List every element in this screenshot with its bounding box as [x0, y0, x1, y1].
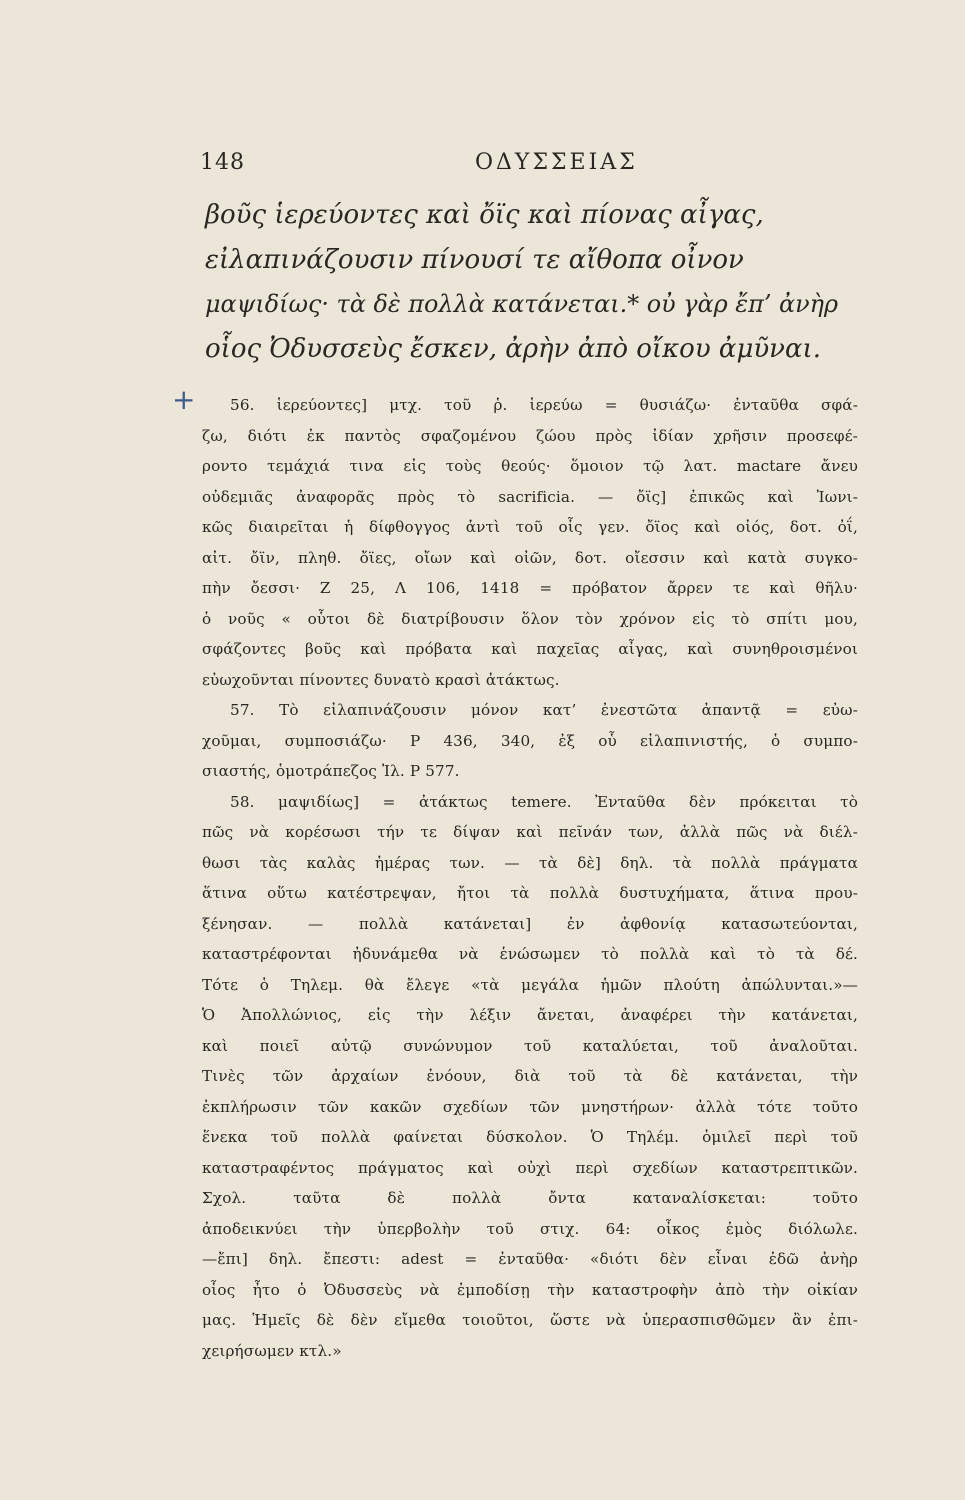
commentary-line: μας. Ἡμεῖς δὲ δὲν εἴμεθα τοιοῦτοι, ὥστε νὰ ὑπερασπισθῶμεν ἂν ἐπι- — [202, 1311, 858, 1329]
commentary-line: ροντο τεμάχιά τινα εἰς τοὺς θεούς· ὅμοιον τῷ λατ. mactare ἄνευ — [202, 457, 858, 475]
commentary-line: ἐκπλήρωσιν τῶν κακῶν σχεδίων τῶν μνηστήρων· ἀλλὰ τότε τοῦτο — [202, 1097, 858, 1116]
commentary-line: κῶς διαιρεῖται ἡ δίφθογγος ἀντὶ τοῦ οἷς γεν. ὄϊος καὶ οἰός, δοτ. ὀΐ, — [202, 518, 858, 536]
commentary-line: 57. Τὸ εἰλαπινάζουσιν μόνον κατ’ ἐνεστῶτα ἀπαντᾷ = εὐω- — [230, 701, 858, 719]
commentary-line: καταστραφέντος πράγματος καὶ οὐχὶ περὶ σχεδίων καταστρεπτικῶν. — [202, 1158, 858, 1177]
commentary-block — [202, 390, 858, 1366]
verse-line: μαψιδίως· τὰ δὲ πολλὰ κατάνεται.* οὐ γὰρ ἔπ’ ἀνὴρ — [205, 290, 839, 318]
commentary-line: εὐωχοῦνται πίνοντες δυνατὸ κρασὶ ἀτάκτως. — [202, 670, 560, 689]
commentary-line: χειρήσωμεν κτλ.» — [202, 1341, 342, 1360]
commentary-line: ὁ νοῦς « οὗτοι δὲ διατρίβουσιν ὅλον τὸν χρόνον εἰς τὸ σπίτι μου, — [202, 609, 858, 628]
commentary-line: ζω, διότι ἐκ παντὸς σφαζομένου ζώου πρὸς ἰδίαν χρῆσιν προσεφέ- — [202, 426, 858, 445]
commentary-line: ἅτινα οὕτω κατέστρεψαν, ἤτοι τὰ πολλὰ δυστυχήματα, ἅτινα πρου- — [202, 884, 858, 902]
commentary-line: ἕνεκα τοῦ πολλὰ φαίνεται δύσκολον. Ὁ Τηλέμ. ὁμιλεῖ περὶ τοῦ — [202, 1128, 858, 1146]
commentary-line: Τότε ὁ Τηλεμ. θὰ ἔλεγε «τὰ μεγάλα ἡμῶν πλούτη ἀπώλυνται.»— — [202, 975, 858, 994]
commentary-line: πῶς νὰ κορέσωσι τήν τε δίψαν καὶ πεῖνάν των, ἀλλὰ πῶς νὰ διέλ- — [202, 823, 858, 841]
margin-annotation-mark: + — [172, 383, 196, 416]
commentary-line: χοῦμαι, συμποσιάζω· Ρ 436, 340, ἐξ οὗ εἰλαπινιστής, ὁ συμπο- — [202, 731, 858, 750]
commentary-line: σφάζοντες βοῦς καὶ πρόβατα καὶ παχεῖας αἶγας, καὶ συνηθροισμένοι — [202, 640, 858, 658]
commentary-line: ἀποδεικνύει τὴν ὑπερβολὴν τοῦ στιχ. 64: οἶκος ἐμὸς διόλωλε. — [202, 1219, 858, 1238]
commentary-line: οἷος ἦτο ὁ Ὀδυσσεὺς νὰ ἐμποδίσῃ τὴν καταστροφὴν ἀπὸ τὴν οἰκίαν — [202, 1280, 858, 1299]
commentary-line: αἰτ. ὄϊν, πληθ. ὄϊες, οἴων καὶ οἰῶν, δοτ. οἴεσσιν καὶ κατὰ συγκο- — [202, 548, 858, 567]
commentary-line: 58. μαψιδίως] = ἀτάκτως temere. Ἐνταῦθα δὲν πρόκειται τὸ — [230, 792, 858, 811]
verse-line: βοῦς ἱερεύοντες καὶ ὄϊς καὶ πίονας αἶγας, — [205, 200, 764, 230]
commentary-line: Σχολ. ταῦτα δὲ πολλὰ ὄντα καταναλίσκεται: τοῦτο — [202, 1189, 858, 1207]
commentary-line: —ἔπι] δηλ. ἔπεστι: adest = ἐνταῦθα· «διότι δὲν εἶναι ἐδῶ ἀνὴρ — [202, 1250, 858, 1268]
commentary-line: πὴν ὄεσσι· Ζ 25, Λ 106, 1418 = πρόβατον ἄρρεν τε καὶ θῆλυ· — [202, 579, 858, 597]
commentary-line: σιαστής, ὁμοτράπεζος Ἰλ. Ρ 577. — [202, 762, 460, 780]
running-title: ΟΔΥΣΣΕΙΑΣ — [475, 150, 638, 175]
commentary-line: 56. ἱερεύοντες] μτχ. τοῦ ῥ. ἱερεύω = θυσιάζω· ἐνταῦθα σφά- — [230, 396, 858, 414]
commentary-line: οὐδεμιᾶς ἀναφορᾶς πρὸς τὸ sacrificia. — ὄϊς] ἐπικῶς καὶ Ἰωνι- — [202, 487, 858, 506]
commentary-line: Ὁ Ἀπολλώνιος, εἰς τὴν λέξιν ἄνεται, ἀναφέρει τὴν κατάνεται, — [202, 1006, 858, 1024]
page-header — [200, 150, 855, 180]
commentary-line: ξένησαν. — πολλὰ κατάνεται] ἐν ἀφθονίᾳ κατασωτεύονται, — [202, 914, 858, 933]
page-number: 148 — [200, 150, 245, 175]
verse-block — [205, 193, 845, 371]
verse-line: οἷος Ὀδυσσεὺς ἔσκεν, ἀρὴν ἀπὸ οἴκου ἀμῦναι. — [205, 333, 821, 364]
commentary-line: καὶ ποιεῖ αὐτῷ συνώνυμον τοῦ καταλύεται, τοῦ ἀναλοῦται. — [202, 1036, 858, 1055]
commentary-line: καταστρέφονται ἠδυνάμεθα νὰ ἑνώσωμεν τὸ πολλὰ καὶ τὸ τὰ δέ. — [202, 945, 858, 963]
commentary-line: Τινὲς τῶν ἀρχαίων ἐνόουν, διὰ τοῦ τὰ δὲ κατάνεται, τὴν — [202, 1067, 858, 1085]
verse-line: εἰλαπινάζουσιν πίνουσί τε αἴθοπα οἶνον — [205, 244, 744, 275]
commentary-line: θωσι τὰς καλὰς ἡμέρας των. — τὰ δὲ] δηλ. τὰ πολλὰ πράγματα — [202, 853, 858, 872]
